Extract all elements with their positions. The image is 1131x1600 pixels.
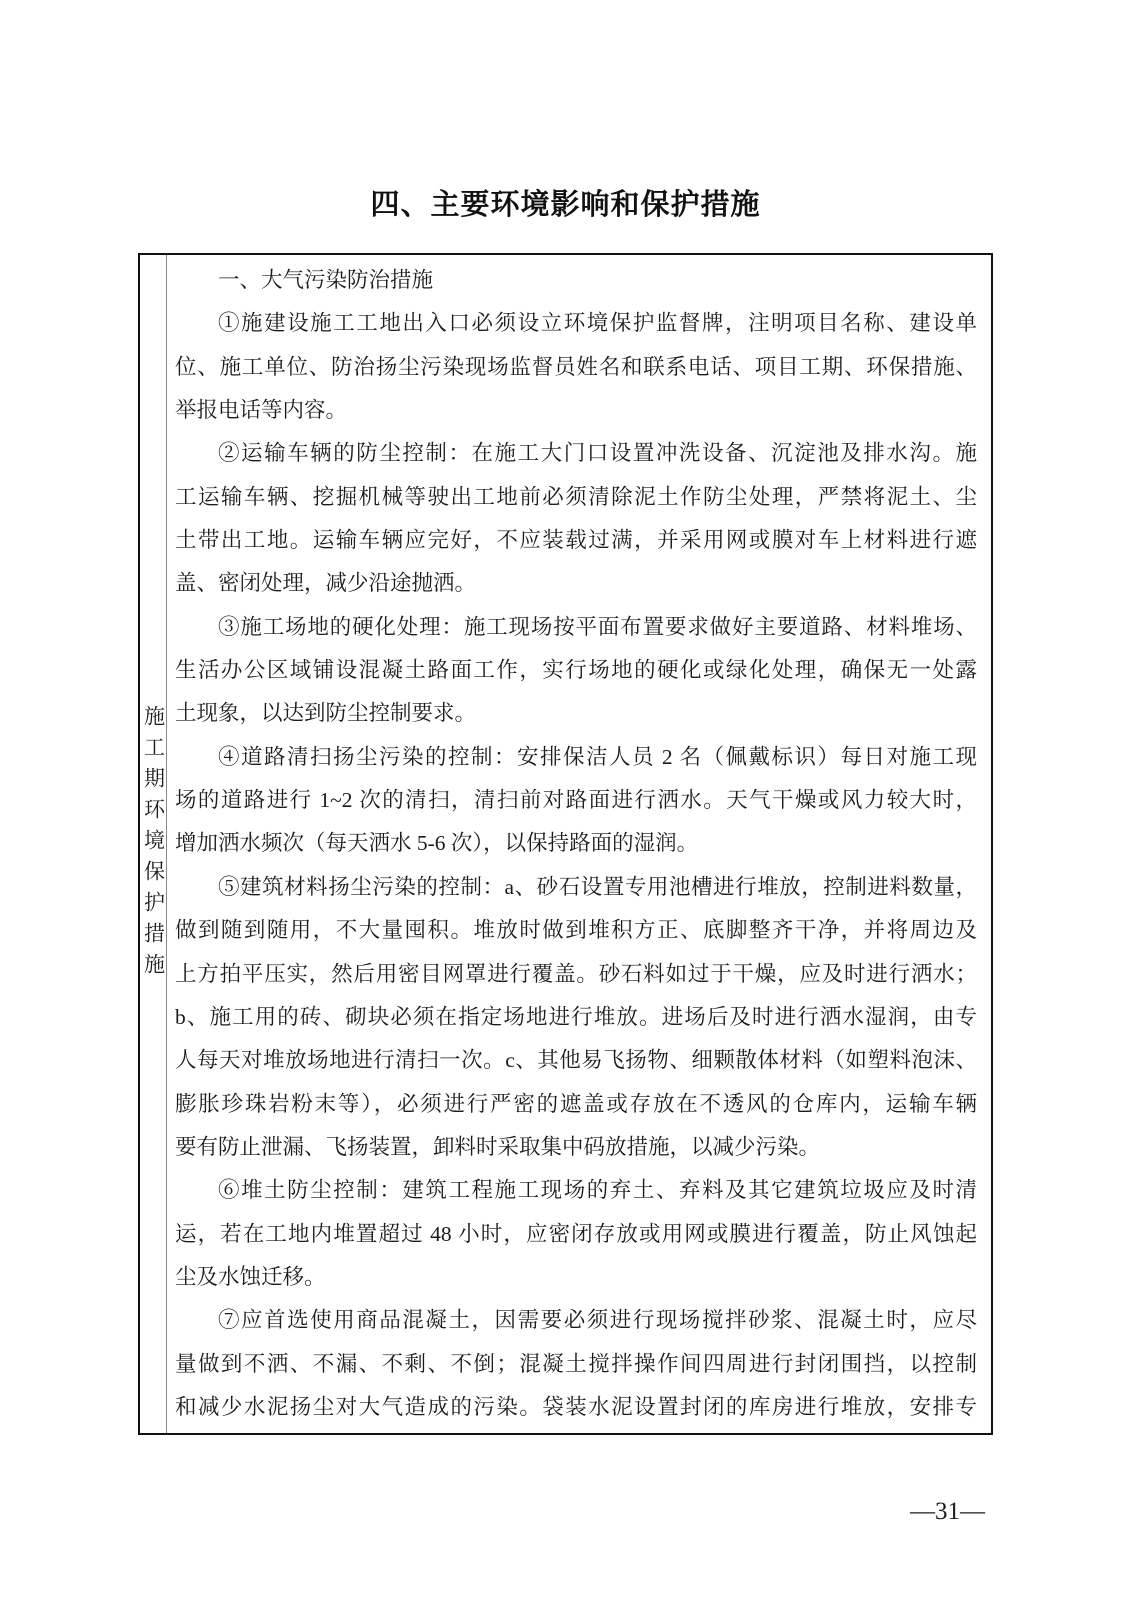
text-line: 上方拍平压实，然后用密目网罩进行覆盖。砂石料如过于干燥，应及时进行洒水； — [175, 961, 977, 986]
text-line: ⑦应首选使用商品混凝土，因需要必须进行现场搅拌砂浆、混凝土时，应尽 — [218, 1308, 977, 1333]
measures-content-cell — [167, 255, 991, 1433]
measures-table — [138, 253, 993, 1435]
text-line: 做到随到随用，不大量囤积。堆放时做到堆积方正、底脚整齐干净，并将周边及 — [175, 918, 977, 943]
text-line: 土带出工地。运输车辆应完好，不应装载过满，并采用网或膜对车上材料进行遮 — [175, 528, 977, 553]
document-title: 四、主要环境影响和保护措施 — [370, 189, 761, 221]
row-header-label: 施工期环境保护措施 — [141, 704, 166, 984]
page-number: —31— — [910, 1498, 985, 1525]
text-line: ⑥堆土防尘控制：建筑工程施工现场的弃土、弃料及其它建筑垃圾应及时清 — [218, 1178, 977, 1203]
text-line: 工运输车辆、挖掘机械等驶出工地前必须清除泥土作防尘处理，严禁将泥土、尘 — [175, 484, 977, 509]
text-line: ④道路清扫扬尘污染的控制：安排保洁人员 2 名（佩戴标识）每日对施工现 — [218, 744, 977, 769]
text-line: 量做到不洒、不漏、不剩、不倒；混凝土搅拌操作间四周进行封闭围挡，以控制 — [175, 1351, 977, 1376]
row-header-cell — [140, 255, 167, 1433]
text-line: 场的道路进行 1~2 次的清扫，清扫前对路面进行洒水。天气干燥或风力较大时， — [175, 788, 977, 813]
text-line: 人每天对堆放场地进行清扫一次。c、其他易飞扬物、细颗散体材料（如塑料泡沫、 — [175, 1048, 977, 1073]
text-line: ①施建设施工工地出入口必须设立环境保护监督牌，注明项目名称、建设单 — [218, 311, 977, 336]
text-line: 尘及水蚀迁移。 — [175, 1264, 326, 1289]
text-line: 土现象，以达到防尘控制要求。 — [175, 701, 477, 726]
text-line: 举报电话等内容。 — [175, 398, 348, 423]
text-line: ②运输车辆的防尘控制：在施工大门口设置冲洗设备、沉淀池及排水沟。施 — [218, 441, 977, 466]
text-line: 位、施工单位、防治扬尘污染现场监督员姓名和联系电话、项目工期、环保措施、 — [175, 354, 977, 379]
text-line: 增加洒水频次（每天洒水 5-6 次），以保持路面的湿润。 — [175, 831, 699, 856]
text-line: 运，若在工地内堆置超过 48 小时，应密闭存放或用网或膜进行覆盖，防止风蚀起 — [175, 1221, 977, 1246]
text-line: 和减少水泥扬尘对大气造成的污染。袋装水泥设置封闭的库房进行堆放，安排专 — [175, 1394, 977, 1419]
text-line: 膨胀珍珠岩粉末等），必须进行严密的遮盖或存放在不透风的仓库内，运输车辆 — [175, 1091, 977, 1116]
text-line: ⑤建筑材料扬尘污染的控制：a、砂石设置专用池槽进行堆放，控制进料数量， — [218, 874, 977, 899]
text-line: 要有防止泄漏、飞扬装置，卸料时采取集中码放措施，以减少污染。 — [175, 1134, 821, 1159]
section-title: 一、大气污染防治措施 — [218, 268, 434, 292]
text-line: 盖、密闭处理，减少沿途抛洒。 — [175, 571, 477, 596]
text-line: 生活办公区域铺设混凝土路面工作，实行场地的硬化或绿化处理，确保无一处露 — [175, 658, 977, 683]
text-line: b、施工用的砖、砌块必须在指定场地进行堆放。进场后及时进行洒水湿润，由专 — [175, 1004, 977, 1029]
text-line: ③施工场地的硬化处理：施工现场按平面布置要求做好主要道路、材料堆场、 — [218, 614, 977, 639]
